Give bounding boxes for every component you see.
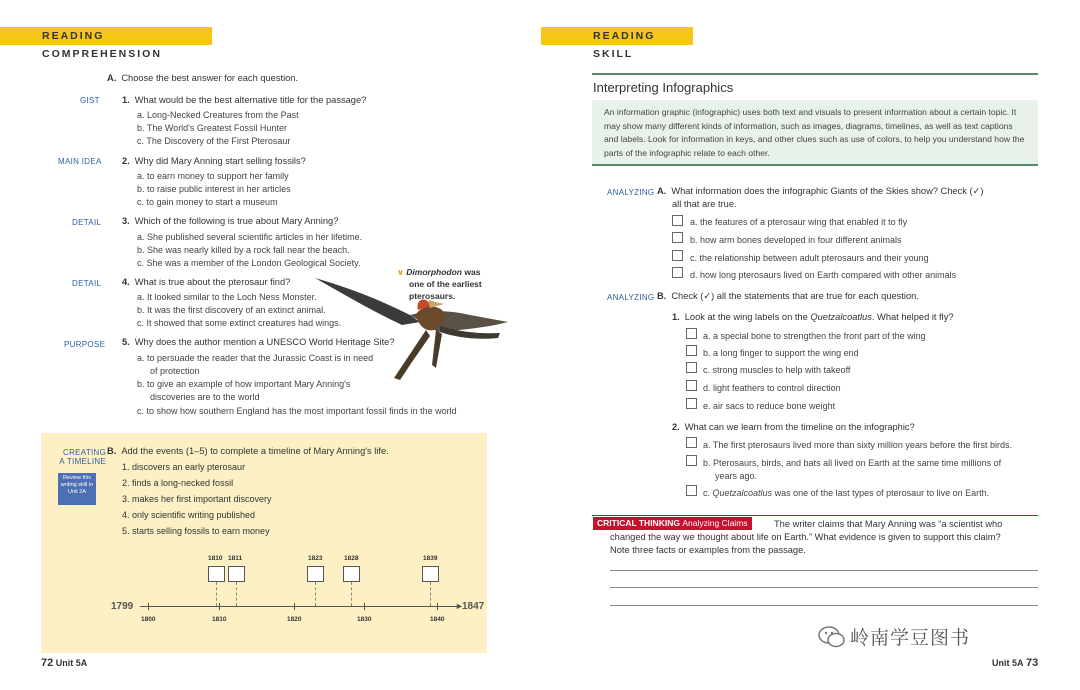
axis-tick [148, 603, 149, 610]
timeline-connector [315, 582, 316, 606]
axis-tick [219, 603, 220, 610]
checkbox-b1-b[interactable] [686, 345, 697, 356]
checkbox-a-b[interactable] [672, 232, 683, 243]
axis-start-year: 1799 [111, 601, 134, 612]
a-option-c: c. the relationship between adult pterosaurs and their young [690, 253, 929, 263]
checkbox-a-a[interactable] [672, 215, 683, 226]
infographic-info-box: An information graphic (infographic) uses both text and visuals to present information about a certain topic. It may show many different kinds of information, such as images, diagrams, timelines, as well as text captions and labels. Look for information in keys, and other clues such as use of colors, to help you understand how the parts of the infographic relate to each other. [592, 100, 1038, 166]
a-option-d: d. how long pterosaurs lived on Earth compared with other animals [690, 270, 957, 280]
tag-purpose: PURPOSE [64, 340, 106, 349]
b2-option-b-cont: years ago. [715, 471, 758, 481]
timeline-connector [236, 582, 237, 606]
review-note-badge: Review this writing skill in Unit 2A [58, 473, 96, 505]
checkbox-a-d[interactable] [672, 267, 683, 278]
b1-option-c: c. strong muscles to help with takeoff [703, 365, 851, 375]
q3-option-a: a. She published several scientific articles in her lifetime. [137, 232, 363, 242]
axis-tick-label: 1820 [287, 616, 302, 623]
question-4: 4. What is true about the pterosaur find? [122, 277, 291, 287]
watermark-text: 岭南学豆图书 [850, 628, 971, 649]
section-title: Interpreting Infographics [593, 80, 734, 95]
q4-option-c: c. It showed that some extinct creatures had wings. [137, 318, 342, 328]
critical-thinking-rule [592, 515, 1038, 516]
checkbox-b2-c[interactable] [686, 485, 697, 496]
year-label-1823: 1823 [308, 555, 323, 562]
q4-option-a: a. It looked similar to the Loch Ness Monster. [137, 292, 317, 302]
b2-option-c: c. Quetzalcoatlus was one of the last types of pterosaur to live on Earth. [703, 488, 990, 498]
axis-tick-label: 1800 [141, 616, 156, 623]
writing-line[interactable] [610, 587, 1038, 588]
q5-option-c: c. to show how southern England has the most important fossil finds in the world [137, 406, 457, 416]
timeline-panel [41, 433, 487, 653]
axis-tick [364, 603, 365, 610]
tag-main-idea: MAIN IDEA [58, 157, 102, 166]
timeline-answer-box-1839[interactable] [422, 566, 439, 582]
checkbox-b1-c[interactable] [686, 362, 697, 373]
b1-option-a: a. a special bone to strengthen the front part of the wing [703, 331, 926, 341]
q3-option-b: b. She was nearly killed by a rock fall near the beach. [137, 245, 350, 255]
tag-analyzing: ANALYZING [607, 188, 655, 197]
q5-option-b-cont: discoveries are to the world [150, 392, 260, 402]
year-label-1811: 1811 [228, 555, 243, 562]
axis-tick-label: 1840 [430, 616, 445, 623]
section-b-question: B. Check (✓) all the statements that are true for each question. [657, 291, 919, 301]
b-question-2: 2. What can we learn from the timeline on the infographic? [672, 422, 915, 432]
timeline-answer-box-1810[interactable] [208, 566, 225, 582]
timeline-answer-box-1823[interactable] [307, 566, 324, 582]
tag-gist: GIST [80, 96, 100, 105]
critical-thinking-label: CRITICAL THINKING Analyzing Claims [593, 517, 752, 530]
timeline-axis [140, 606, 458, 607]
q3-option-c: c. She was a member of the London Geological Society. [137, 258, 361, 268]
timeline-connector [351, 582, 352, 606]
timeline-connector [430, 582, 431, 606]
timeline-answer-box-1811[interactable] [228, 566, 245, 582]
axis-tick-label: 1810 [212, 616, 227, 623]
axis-tick-label: 1830 [357, 616, 372, 623]
b2-option-a: a. The first pterosaurs lived more than sixty million years before the first birds. [703, 440, 1012, 450]
question-2: 2. Why did Mary Anning start selling fossils? [122, 156, 306, 166]
tag-creating-a-timeline: CREATING A TIMELINE [59, 448, 107, 466]
checkbox-a-c[interactable] [672, 250, 683, 261]
critical-thinking-prompt-line3: Note three facts or examples from the passage. [610, 545, 806, 555]
q5-option-b: b. to give an example of how important Mary Anning's [137, 379, 351, 389]
section-a-instruction: A. Choose the best answer for each question. [107, 73, 299, 83]
left-page [0, 0, 530, 690]
q2-option-b: b. to raise public interest in her articles [137, 184, 291, 194]
section-a-question-cont: all that are true. [672, 199, 737, 209]
b1-option-d: d. light feathers to control direction [703, 383, 841, 393]
axis-tick [437, 603, 438, 610]
b1-option-e: e. air sacs to reduce bone weight [703, 401, 836, 411]
tag-detail: DETAIL [72, 279, 102, 288]
title-rule [592, 73, 1038, 75]
a-option-a: a. the features of a pterosaur wing that enabled it to fly [690, 217, 908, 227]
axis-arrow-icon: ► [455, 601, 464, 611]
section-b-instruction: B. Add the events (1–5) to complete a timeline of Mary Anning's life. [107, 446, 389, 456]
checkbox-b1-a[interactable] [686, 328, 697, 339]
dimorphodon-caption: ∨ Dimorphodon was one of the earliest pterosaurs. [397, 267, 482, 301]
q2-option-a: a. to earn money to support her family [137, 171, 289, 181]
writing-line[interactable] [610, 605, 1038, 606]
q2-option-c: c. to gain money to start a museum [137, 197, 278, 207]
b2-option-b: b. Pterosaurs, birds, and bats all lived on Earth at the same time millions of [703, 458, 1002, 468]
axis-tick [294, 603, 295, 610]
question-1: 1. What would be the best alternative title for the passage? [122, 95, 367, 105]
tag-analyzing: ANALYZING [607, 293, 655, 302]
q1-option-b: b. The World's Greatest Fossil Hunter [137, 123, 287, 133]
timeline-connector [216, 582, 217, 606]
writing-line[interactable] [610, 570, 1038, 571]
left-folio: 72 Unit 5A [41, 657, 88, 669]
q5-option-a-cont: of protection [150, 366, 200, 376]
q1-option-c: c. The Discovery of the First Pterosaur [137, 136, 291, 146]
b1-option-b: b. a long finger to support the wing end [703, 348, 859, 358]
right-page [530, 0, 1080, 690]
b-question-1: 1. Look at the wing labels on the Quetzalcoatlus. What helped it fly? [672, 312, 954, 322]
right-folio: Unit 5A 73 [992, 657, 1039, 669]
critical-thinking-prompt-line1: The writer claims that Mary Anning was “a scientist who [774, 519, 1003, 529]
event-1: 1. discovers an early pterosaur [122, 462, 246, 472]
a-option-b: b. how arm bones developed in four different animals [690, 235, 902, 245]
question-5: 5. Why does the author mention a UNESCO World Heritage Site? [122, 337, 395, 347]
reading-comprehension-header: READING COMPREHENSION [0, 27, 212, 45]
axis-end-year: 1847 [462, 601, 485, 612]
q4-option-b: b. It was the first discovery of an extinct animal. [137, 305, 326, 315]
event-3: 3. makes her first important discovery [122, 494, 272, 504]
event-5: 5. starts selling fossils to earn money [122, 526, 270, 536]
checkbox-b2-b[interactable] [686, 455, 697, 466]
reading-skill-header: READING SKILL [541, 27, 693, 45]
year-label-1810: 1810 [208, 555, 223, 562]
year-label-1828: 1828 [344, 555, 359, 562]
tag-detail: DETAIL [72, 218, 102, 227]
q1-option-a: a. Long-Necked Creatures from the Past [137, 110, 299, 120]
question-3: 3. Which of the following is true about Mary Anning? [122, 216, 339, 226]
checkbox-b2-a[interactable] [686, 437, 697, 448]
event-2: 2. finds a long-necked fossil [122, 478, 234, 488]
wechat-logo-icon [818, 625, 846, 649]
checkbox-b1-d[interactable] [686, 380, 697, 391]
critical-thinking-prompt-line2: changed the way we thought about life on Earth.” What evidence is given to support this claim? [610, 532, 1001, 542]
event-4: 4. only scientific writing published [122, 510, 256, 520]
q5-option-a: a. to persuade the reader that the Jurassic Coast is in need [137, 353, 374, 363]
section-a-question: A. What information does the infographic Giants of the Skies show? Check (✓) [657, 186, 984, 196]
checkbox-b1-e[interactable] [686, 398, 697, 409]
year-label-1839: 1839 [423, 555, 438, 562]
timeline-answer-box-1828[interactable] [343, 566, 360, 582]
chevron-down-icon: ∨ [397, 267, 404, 277]
